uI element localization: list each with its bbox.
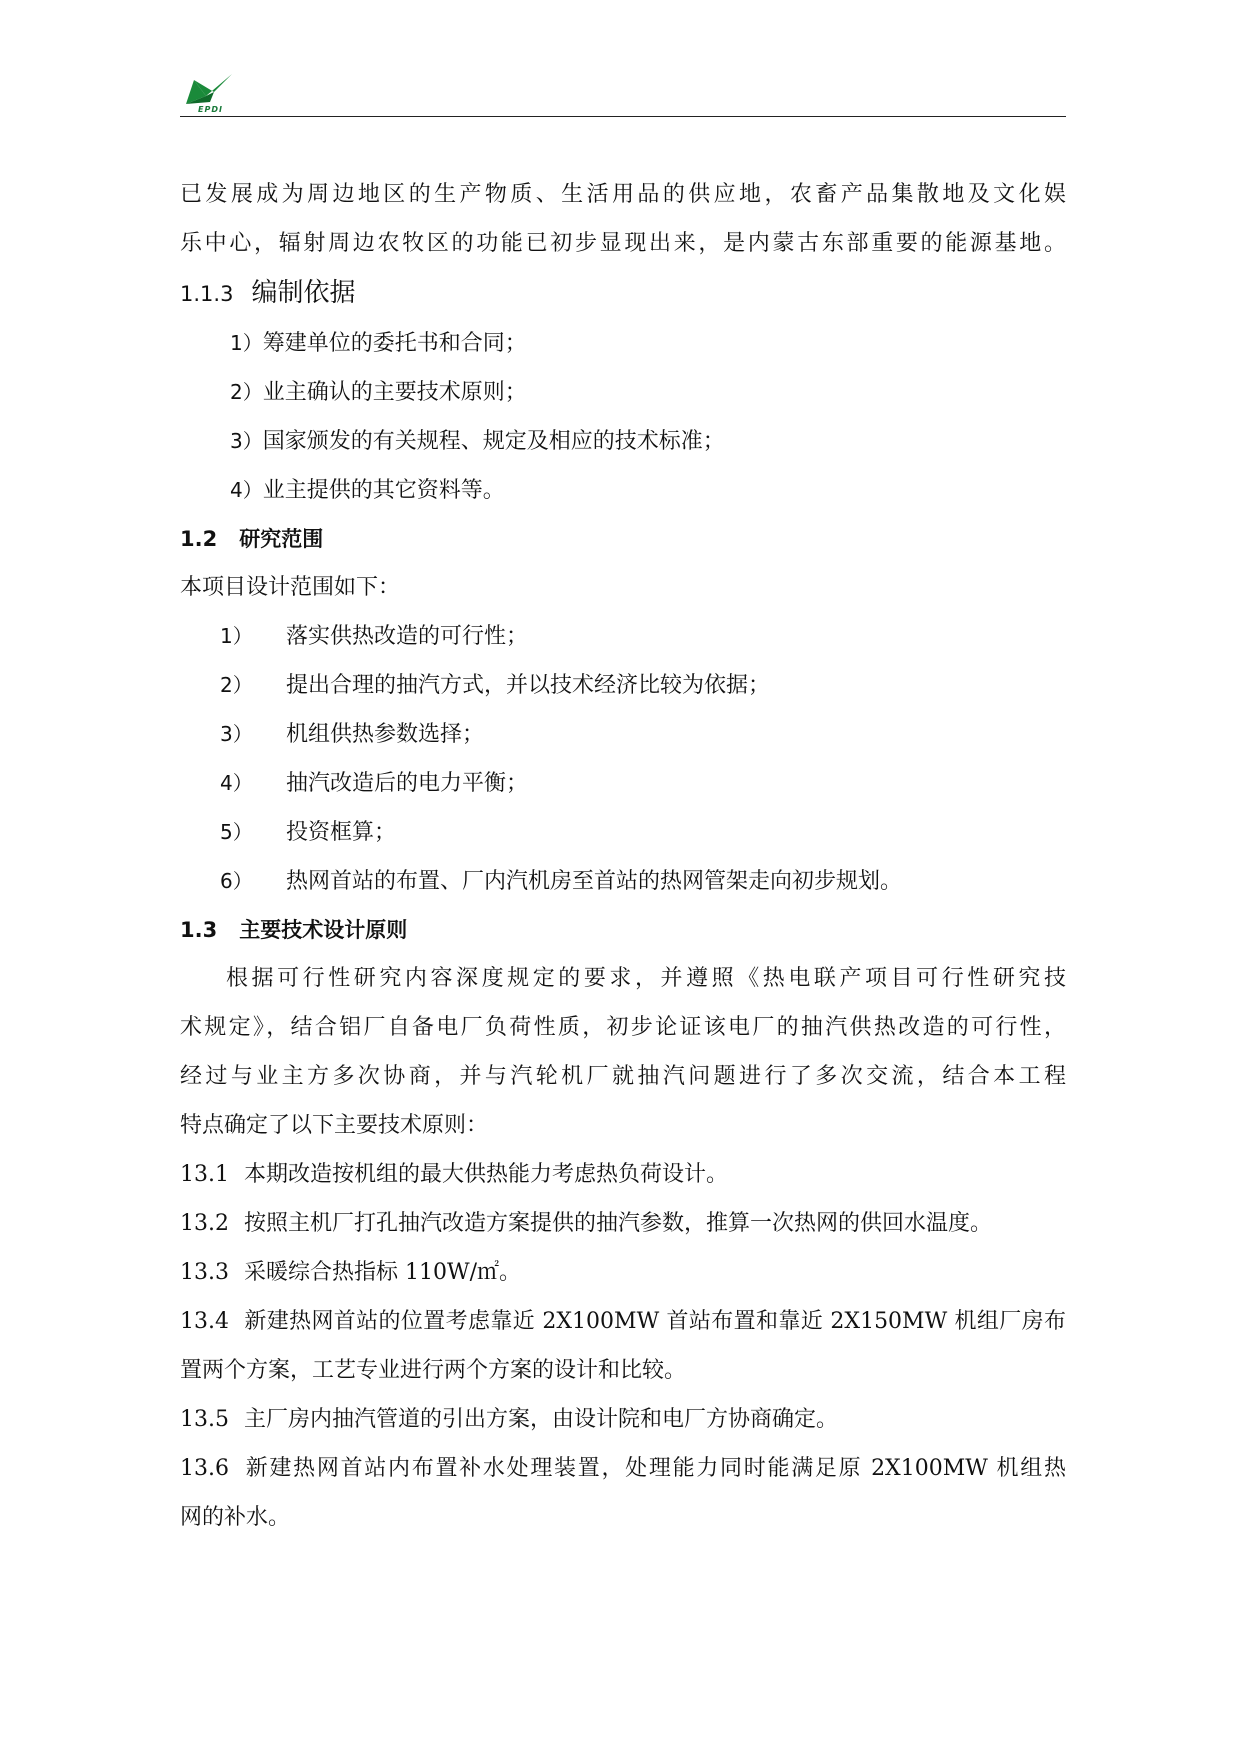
- section-title: 主要技术设计原则: [239, 918, 408, 942]
- list-item: 1） 落实供热改造的可行性；: [220, 624, 529, 649]
- list-item: 3）国家颁发的有关规程、规定及相应的技术标准；: [230, 429, 725, 454]
- logo-bird-icon: [184, 74, 236, 108]
- list-item: 4）业主提供的其它资料等。: [230, 478, 505, 503]
- document-body: [180, 170, 1066, 1542]
- paragraph-line: 特点确定了以下主要技术原则：: [180, 1113, 489, 1138]
- principle-item-continuation: 置两个方案，工艺专业进行两个方案的设计和比较。: [180, 1358, 687, 1383]
- list-item: 5） 投资框算；: [220, 820, 397, 845]
- section-title: 编制依据: [251, 278, 356, 308]
- section-number: 1.3: [180, 918, 218, 942]
- principle-item: 13.4 新建热网首站的位置考虑靠近 2X100MW 首站布置和靠近 2X150MW 机组厂房布: [180, 1309, 1066, 1334]
- principle-item: 13.1 本期改造按机组的最大供热能力考虑热负荷设计。: [180, 1162, 729, 1187]
- principle-item: 13.5 主厂房内抽汽管道的引出方案，由设计院和电厂方协商确定。: [180, 1407, 839, 1432]
- list-item: 2）业主确认的主要技术原则；: [230, 380, 527, 405]
- list-item: 2） 提出合理的抽汽方式，并以技术经济比较为依据；: [220, 673, 771, 698]
- section-1-2-intro: 本项目设计范围如下：: [180, 575, 401, 600]
- paragraph-line: 根据可行性研究内容深度规定的要求，并遵照《热电联产项目可行性研究技: [226, 966, 1066, 991]
- section-number: 1.2: [180, 527, 218, 551]
- section-title: 研究范围: [239, 527, 324, 551]
- page-header: [180, 74, 1066, 118]
- list-item: 1）筹建单位的委托书和合同；: [230, 331, 527, 356]
- list-item: 3） 机组供热参数选择；: [220, 722, 485, 747]
- intro-line-1: 已发展成为周边地区的生产物质、生活用品的供应地，农畜产品集散地及文化娱: [180, 182, 1066, 207]
- principle-item-continuation: 网的补水。: [180, 1505, 291, 1530]
- section-number: 1.1.3: [180, 282, 234, 306]
- section-1-1-3-heading: [180, 268, 1066, 319]
- section-1-2-heading: [180, 515, 1066, 563]
- header-rule: [180, 116, 1066, 117]
- list-item: 4） 抽汽改造后的电力平衡；: [220, 771, 529, 796]
- epdi-logo: [184, 74, 236, 114]
- principle-item: 13.3 采暖综合热指标 110W/㎡。: [180, 1260, 522, 1285]
- principle-item: 13.2 按照主机厂打孔抽汽改造方案提供的抽汽参数，推算一次热网的供回水温度。: [180, 1211, 993, 1236]
- section-1-3-heading: [180, 906, 1066, 954]
- paragraph-line: 经过与业主方多次协商，并与汽轮机厂就抽汽问题进行了多次交流，结合本工程: [180, 1064, 1066, 1089]
- paragraph-line: 术规定》，结合铝厂自备电厂负荷性质，初步论证该电厂的抽汽供热改造的可行性，: [180, 1015, 1066, 1040]
- intro-line-2: 乐中心，辐射周边农牧区的功能已初步显现出来，是内蒙古东部重要的能源基地。: [180, 231, 1066, 256]
- principle-item: 13.6 新建热网首站内布置补水处理装置，处理能力同时能满足原 2X100MW 机组热: [180, 1456, 1066, 1481]
- logo-text: EPDI: [198, 105, 223, 114]
- list-item: 6） 热网首站的布置、厂内汽机房至首站的热网管架走向初步规划。: [220, 869, 903, 894]
